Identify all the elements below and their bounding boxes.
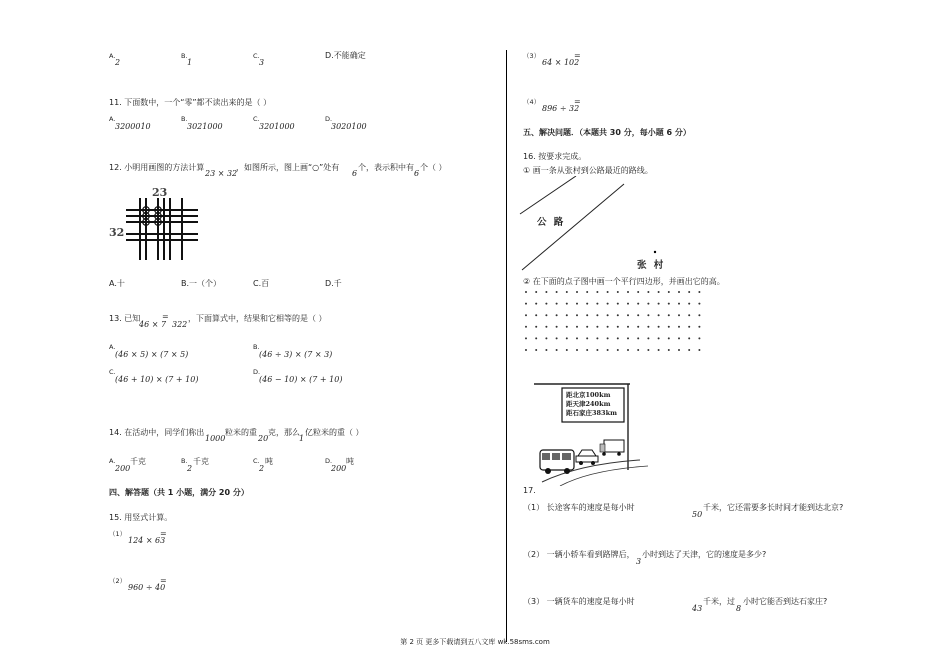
grid-dot: [556, 326, 558, 328]
q15-part-4-equals: =: [574, 97, 581, 106]
grid-dot: [617, 291, 619, 293]
grid-dot: [658, 349, 660, 351]
grid-dot: [617, 314, 619, 316]
grid-dot: [566, 349, 568, 351]
q13-option-a: A.: [109, 343, 116, 351]
grid-dot: [596, 303, 598, 305]
grid-dot: [556, 291, 558, 293]
grid-dot: [525, 337, 527, 339]
grid-dot: [607, 326, 609, 328]
grid-dot: [535, 326, 537, 328]
car-icon: [576, 450, 598, 465]
q13-option-a-expr: (46 × 5) × (7 × 5): [115, 350, 189, 359]
grid-dot: [688, 349, 690, 351]
q14-option-d: D.: [325, 457, 333, 465]
q12-count-2: 6: [414, 169, 420, 178]
q13-option-c: C.: [109, 368, 116, 376]
grid-dot: [637, 349, 639, 351]
grid-dot: [627, 291, 629, 293]
q17-part-2-b: 小时到达了天津，它的速度是多少?: [642, 550, 767, 559]
grid-dot: [576, 314, 578, 316]
grid-dot: [586, 326, 588, 328]
q12-option-c: C.百: [253, 279, 270, 288]
q15-part-4-expr: 896 ÷ 32: [542, 104, 580, 113]
grid-dot: [556, 337, 558, 339]
q14-option-a-value: 200: [115, 464, 131, 473]
grid-dot: [535, 303, 537, 305]
grid-dot: [525, 303, 527, 305]
grid-dot: [678, 337, 680, 339]
q15-part-3-expr: 64 × 102: [542, 58, 580, 67]
grid-dot: [545, 326, 547, 328]
grid-dot: [596, 349, 598, 351]
grid-dot: [596, 326, 598, 328]
grid-dot: [688, 337, 690, 339]
q14-count-1: 1000: [205, 434, 226, 443]
grid-dot: [576, 326, 578, 328]
q12-option-b: B.一（个）: [181, 279, 222, 288]
grid-dot: [607, 337, 609, 339]
page-footer: 第 2 页 更多下载请到五八文库 wk.58sms.com: [400, 638, 550, 646]
grid-dot: [566, 337, 568, 339]
q15-part-2-expr: 960 ÷ 40: [128, 583, 166, 592]
q15-part-1-expr: 124 × 63: [128, 536, 166, 545]
q17-part-3-hours: 8: [736, 604, 742, 613]
q10-option-b: B.: [181, 52, 188, 60]
grid-dot: [658, 314, 660, 316]
q14-count-3: 1: [299, 434, 305, 443]
q12-stem-part-a: 12. 小明用画图的方法计算: [109, 163, 205, 172]
q14-option-b-unit: 千克: [193, 457, 209, 466]
q16-step-2: ② 在下面的点子图中画一个平行四边形，并画出它的高。: [523, 277, 725, 286]
q11-option-c: C.: [253, 115, 260, 123]
sign-line-beijing: 距北京100km: [566, 391, 611, 399]
q13-option-b-expr: (46 ÷ 3) × (7 × 3): [259, 350, 333, 359]
grid-dot: [627, 326, 629, 328]
q14-option-c-value: 2: [259, 464, 265, 473]
q14-stem-part-c: 克，那么: [268, 428, 300, 437]
grid-dot: [576, 303, 578, 305]
q15-part-1-equals: =: [160, 529, 167, 538]
grid-dot: [627, 314, 629, 316]
q14-option-b: B.: [181, 457, 188, 465]
grid-dot: [617, 303, 619, 305]
grid-dot: [545, 337, 547, 339]
grid-dot: [596, 337, 598, 339]
q16-stem: 16. 按要求完成。: [523, 152, 587, 161]
q13-option-d: D.: [253, 368, 261, 376]
grid-dot: [668, 337, 670, 339]
grid-dot: [647, 291, 649, 293]
grid-dot: [576, 349, 578, 351]
q12-count-1: 6: [352, 169, 358, 178]
q15-part-1: （1）: [109, 530, 127, 538]
grid-dot: [525, 349, 527, 351]
grid-dot: [586, 349, 588, 351]
q12-option-d: D.千: [325, 279, 342, 288]
q14-stem-part-d: 亿粒米的重（ ）: [305, 428, 364, 437]
q12-expression: 23 × 32: [205, 169, 238, 178]
q14-option-c: C.: [253, 457, 260, 465]
grid-dot: [617, 337, 619, 339]
q12-stem-part-b: ，如图所示，图上画“○”处有: [236, 163, 340, 172]
grid-dot: [607, 349, 609, 351]
q10-option-b-value: 1: [187, 58, 193, 67]
grid-dot: [627, 337, 629, 339]
q14-option-b-value: 2: [187, 464, 193, 473]
grid-dot: [668, 326, 670, 328]
grid-dot: [658, 291, 660, 293]
grid-dot: [637, 303, 639, 305]
q11-option-d-value: 3020100: [331, 122, 367, 131]
grid-dot: [678, 291, 680, 293]
column-divider: [506, 50, 507, 642]
grid-dot: [647, 314, 649, 316]
q17-part-3-a: （3） 一辆货车的速度是每小时: [523, 597, 635, 606]
grid-dot: [566, 314, 568, 316]
grid-dot: [698, 349, 700, 351]
grid-dot: [668, 291, 670, 293]
section-5-heading: 五、解决问题．（本题共 30 分，每小题 6 分）: [523, 128, 691, 137]
q17-part-1-speed: 50: [692, 510, 703, 519]
grid-dot: [678, 314, 680, 316]
grid-dot: [637, 314, 639, 316]
grid-dot: [596, 314, 598, 316]
grid-dot: [535, 291, 537, 293]
grid-dot: [698, 314, 700, 316]
grid-dot: [525, 314, 527, 316]
grid-dot: [556, 349, 558, 351]
q14-option-a: A.: [109, 457, 116, 465]
grid-dot: [647, 349, 649, 351]
section-4-heading: 四、解答题（共 1 小题，满分 20 分）: [109, 488, 249, 497]
dot-grid: [524, 288, 704, 358]
q14-stem-part-a: 14. 在活动中，同学们称出: [109, 428, 205, 437]
grid-dot: [535, 314, 537, 316]
grid-dot: [566, 326, 568, 328]
q14-count-2: 20: [258, 434, 269, 443]
q15-stem: 15. 用竖式计算。: [109, 513, 173, 522]
sign-line-shijiazhuang: 距石家庄383km: [566, 409, 617, 417]
grid-dot: [545, 303, 547, 305]
q13-option-d-expr: (46 − 10) × (7 + 10): [259, 375, 343, 384]
grid-dot: [525, 326, 527, 328]
q13-option-c-expr: (46 + 10) × (7 + 10): [115, 375, 199, 384]
grid-dot: [647, 303, 649, 305]
q10-option-a: A.: [109, 52, 116, 60]
grid-dot: [627, 349, 629, 351]
q11-option-a-value: 3200010: [115, 122, 151, 131]
grid-dot: [637, 326, 639, 328]
grid-dot: [607, 303, 609, 305]
q17-part-3-b: 千米，过: [703, 597, 735, 606]
grid-dot: [698, 326, 700, 328]
grid-dot: [576, 291, 578, 293]
truck-icon: [600, 440, 624, 456]
grid-dot: [586, 303, 588, 305]
grid-dot: [647, 326, 649, 328]
grid-dot: [698, 337, 700, 339]
grid-dot: [545, 314, 547, 316]
grid-dot: [607, 291, 609, 293]
q12-stem-part-d: 个（ ）: [420, 163, 447, 172]
grid-dot: [556, 303, 558, 305]
grid-dot: [688, 314, 690, 316]
q14-option-a-unit: 千克: [130, 457, 146, 466]
q17-part-1-a: （1） 长途客车的速度是每小时: [523, 503, 635, 512]
q14-option-d-unit: 吨: [346, 457, 354, 466]
grid-dot: [576, 337, 578, 339]
grid-dot: [617, 349, 619, 351]
q15-part-2: （2）: [109, 577, 127, 585]
q11-option-d: D.: [325, 115, 333, 123]
grid-dot: [678, 349, 680, 351]
q15-part-2-equals: =: [160, 576, 167, 585]
grid-dot: [698, 291, 700, 293]
q17-part-1-b: 千米，它还需要多长时间才能到达北京?: [703, 503, 844, 512]
q12-option-a: A.十: [109, 279, 125, 288]
grid-dot: [535, 337, 537, 339]
q13-option-b: B.: [253, 343, 260, 351]
grid-dot: [545, 291, 547, 293]
grid-dot: [658, 303, 660, 305]
grid-dot: [678, 303, 680, 305]
road-sign-text: [566, 391, 617, 418]
grid-dot: [647, 337, 649, 339]
q15-part-3-equals: =: [574, 51, 581, 60]
q13-stem-part-b: ，下面算式中，结果和它相等的是（ ）: [188, 314, 327, 323]
sign-line-tianjin: 距天津240km: [566, 400, 611, 408]
grid-dot: [566, 303, 568, 305]
grid-dot: [668, 349, 670, 351]
q11-option-a: A.: [109, 115, 116, 123]
grid-dot: [688, 326, 690, 328]
q15-part-3: （3）: [523, 52, 541, 60]
road-label: 公 路: [537, 217, 566, 228]
grid-dot: [607, 314, 609, 316]
q12-figure-top-label: 23: [152, 186, 168, 199]
q16-step-1: ① 画一条从张村到公路最近的路线。: [523, 166, 653, 175]
q15-part-4: （4）: [523, 98, 541, 106]
q13-expression: 46 × 7: [139, 320, 167, 329]
q17-number: 17.: [523, 486, 536, 495]
grid-dot: [668, 303, 670, 305]
grid-dot: [637, 337, 639, 339]
q13-equals: =: [162, 312, 169, 321]
grid-dot: [566, 291, 568, 293]
q13-value: 322: [172, 320, 188, 329]
grid-dot: [627, 303, 629, 305]
grid-dot: [658, 337, 660, 339]
q12-figure-left-label: 32: [109, 226, 125, 239]
grid-dot: [586, 337, 588, 339]
grid-dot: [688, 291, 690, 293]
grid-dot: [596, 291, 598, 293]
q17-part-3-c: 小时它能否到达石家庄?: [743, 597, 828, 606]
grid-dot: [556, 314, 558, 316]
q10-option-d: D.不能确定: [325, 51, 366, 60]
q11-option-c-value: 3201000: [259, 122, 295, 131]
grid-dot: [698, 303, 700, 305]
grid-dot: [688, 303, 690, 305]
grid-dot: [586, 314, 588, 316]
q14-option-c-unit: 吨: [265, 457, 273, 466]
grid-dot: [668, 314, 670, 316]
grid-dot: [525, 291, 527, 293]
q11-option-b: B.: [181, 115, 188, 123]
grid-dot: [678, 326, 680, 328]
bus-icon: [540, 450, 574, 474]
q12-stem-part-c: 个，表示积中有: [358, 163, 414, 172]
grid-dot: [637, 291, 639, 293]
q17-part-3-speed: 43: [692, 604, 703, 613]
q13-stem-part-a: 13. 已知: [109, 314, 141, 323]
grid-dot: [535, 349, 537, 351]
q11-option-b-value: 3021000: [187, 122, 223, 131]
q10-option-a-value: 2: [115, 58, 121, 67]
q10-option-c: C.: [253, 52, 260, 60]
grid-dot: [545, 349, 547, 351]
q12-line-multiplication-figure: [124, 196, 204, 262]
village-label: 张 村: [637, 260, 666, 271]
q10-option-c-value: 3: [259, 58, 265, 67]
grid-dot: [617, 326, 619, 328]
q14-stem-part-b: 粒米的重: [225, 428, 257, 437]
q17-part-2-hours: 3: [636, 557, 642, 566]
q14-option-d-value: 200: [331, 464, 347, 473]
q17-part-2-a: （2） 一辆小轿车看到路牌后，: [523, 550, 635, 559]
q11-stem: 11. 下面数中，一个“零”都不读出来的是（ ）: [109, 98, 272, 107]
grid-dot: [658, 326, 660, 328]
grid-dot: [586, 291, 588, 293]
